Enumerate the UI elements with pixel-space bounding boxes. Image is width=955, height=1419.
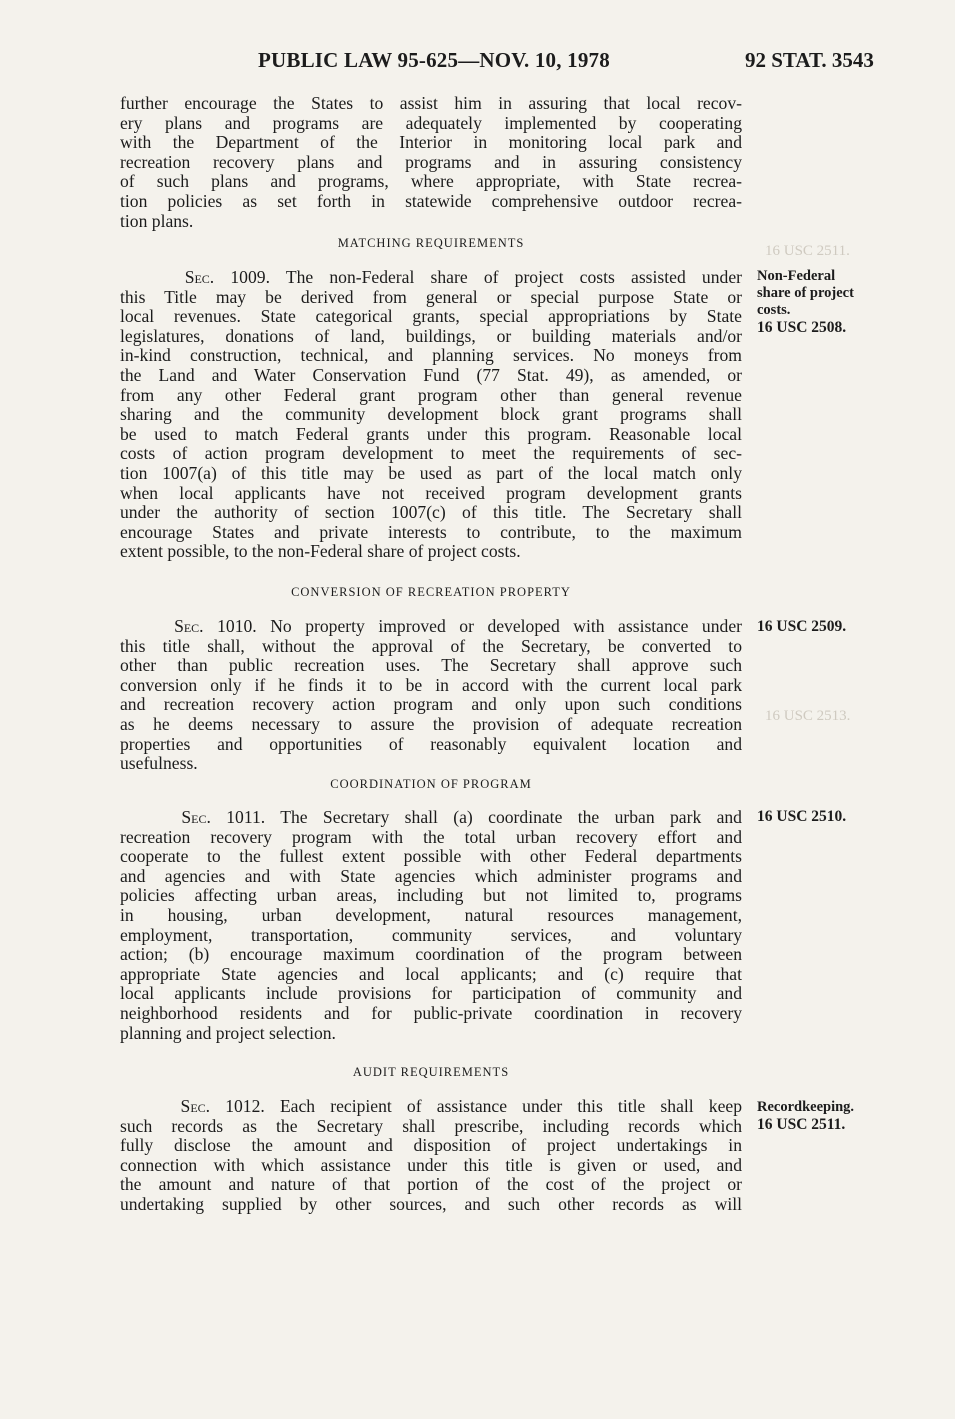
bleed-through-mark: 16 USC 2513. [765,708,851,724]
text-line: recreation recovery program with the total urban recovery effort and [120,826,742,847]
text-line: action; (b) encourage maximum coordination of the program between [120,944,742,965]
usc-citation: 16 USC 2511. [757,1116,846,1133]
text-line: the Land and Water Conservation Fund (77 Stat. 49), as amended, or [120,364,742,385]
text-line: this title shall, without the approval of the Secretary, be converted to [120,635,742,656]
margin-note-line: Recordkeeping. [757,1099,855,1115]
section-1009-paragraph [120,268,742,562]
text-line: extent possible, to the non-Federal share of project costs. [120,541,521,562]
section-label: Sec. 1009. [184,267,270,287]
text-line: policies affecting urban areas, including but not limited to, programs [120,885,742,906]
text-line: fully disclose the amount and disposition of project undertakings in [120,1135,742,1156]
section-label: Sec. 1010. [174,616,257,636]
section-1010-paragraph [120,617,742,774]
section-1012-paragraph [120,1097,742,1215]
text-line: the amount and nature of that portion of the cost of the project or [120,1174,742,1195]
text-line: further encourage the States to assist him in assuring that local recov- [120,93,742,113]
intro-paragraph [120,94,742,231]
text-line: recreation recovery plans and programs and in assuring consistency [120,151,742,172]
text-line: undertaking supplied by other sources, and such other records as will [120,1193,742,1214]
text-line: usefulness. [120,753,198,774]
text-line: in housing, urban development, natural resources management, [120,904,742,925]
text-line: be used to match Federal grants under this program. Reasonable local [120,423,742,444]
text-line: sharing and the community development block grant programs shall [120,404,742,425]
section-heading: AUDIT REQUIREMENTS [352,1065,510,1079]
text-line: No property improved or developed with assistance under [270,616,742,636]
text-line: costs of action program development to meet the requirements of sec- [120,443,742,464]
text-line: appropriate State agencies and local applicants; and (c) require that [120,963,742,984]
text-line: The Secretary shall (a) coordinate the urban park and [280,807,742,827]
text-line: when local applicants have not received program development grants [120,482,742,503]
text-line: tion 1007(a) of this title may be used as part of the local match only [120,462,742,483]
text-line: and recreation recovery action program and only upon such conditions [120,694,742,715]
text-line: other than public recreation uses. The Secretary shall approve such [120,655,742,676]
text-line: ery plans and programs are adequately implemented by cooperating [120,112,742,133]
text-line: neighborhood residents and for public-private coordination in recovery [120,1002,742,1023]
text-line: conversion only if he finds it to be in accord with the current local park [120,674,742,695]
text-line: tion policies as set forth in statewide comprehensive outdoor recrea- [120,190,742,211]
text-line: this Title may be derived from general or special purpose State or [120,286,742,307]
section-label: Sec. 1012. [180,1096,265,1116]
usc-citation: 16 USC 2510. [757,808,847,825]
margin-note-line: costs. [757,302,791,318]
margin-note-1010 [757,618,947,635]
text-line: planning and project selection. [120,1022,336,1043]
section-heading: CONVERSION OF RECREATION PROPERTY [291,585,571,599]
text-line: local revenues. State categorical grants, special appropriations by State [120,306,742,327]
section-1011-paragraph [120,808,742,1043]
text-line: under the authority of section 1007(c) of this title. The Secretary shall [120,502,742,523]
text-line: from any other Federal grant program other than general revenue [120,384,742,405]
text-line: properties and opportunities of reasonably equivalent location and [120,733,742,754]
text-line: local applicants include provisions for participation of community and [120,983,742,1004]
page-header-stat: 92 STAT. 3543 [745,48,874,72]
section-label: Sec. 1011. [181,807,266,827]
page-header-title: PUBLIC LAW 95-625—NOV. 10, 1978 [258,48,610,72]
usc-citation: 16 USC 2508. [757,319,847,336]
bleed-through-mark: 16 USC 2511. [765,243,850,259]
text-line: connection with which assistance under this title is given or used, and [120,1154,742,1175]
margin-note-line: share of project [757,285,854,301]
text-line: and agencies and with State agencies which administer programs and [120,865,742,886]
text-line: employment, transportation, community services, and voluntary [120,924,742,945]
text-line: of such plans and programs, where appropriate, with State recrea- [120,171,742,192]
usc-citation: 16 USC 2509. [757,618,847,635]
text-line: legislatures, donations of land, buildings, or building materials and/or [120,325,742,346]
text-line: cooperate to the fullest extent possible with other Federal departments [120,846,742,867]
text-line: Each recipient of assistance under this title shall keep [279,1096,742,1116]
section-heading: COORDINATION OF PROGRAM [330,777,532,791]
margin-note-line: Non-Federal [757,268,836,284]
text-line: The non-Federal share of project costs assisted under [285,267,742,287]
margin-note-1011 [757,808,947,825]
text-line: such records as the Secretary shall prescribe, including records which [120,1115,742,1136]
margin-note-1012 [757,1099,947,1133]
text-line: tion plans. [120,210,194,231]
section-heading: MATCHING REQUIREMENTS [337,236,525,250]
margin-note-1009 [757,268,947,336]
text-line: encourage States and private interests to contribute, to the maximum [120,521,742,542]
text-line: in-kind construction, technical, and planning services. No moneys from [120,345,742,366]
text-line: with the Department of the Interior in monitoring local park and [120,132,742,153]
text-line: as he deems necessary to assure the provision of adequate recreation [120,713,742,734]
